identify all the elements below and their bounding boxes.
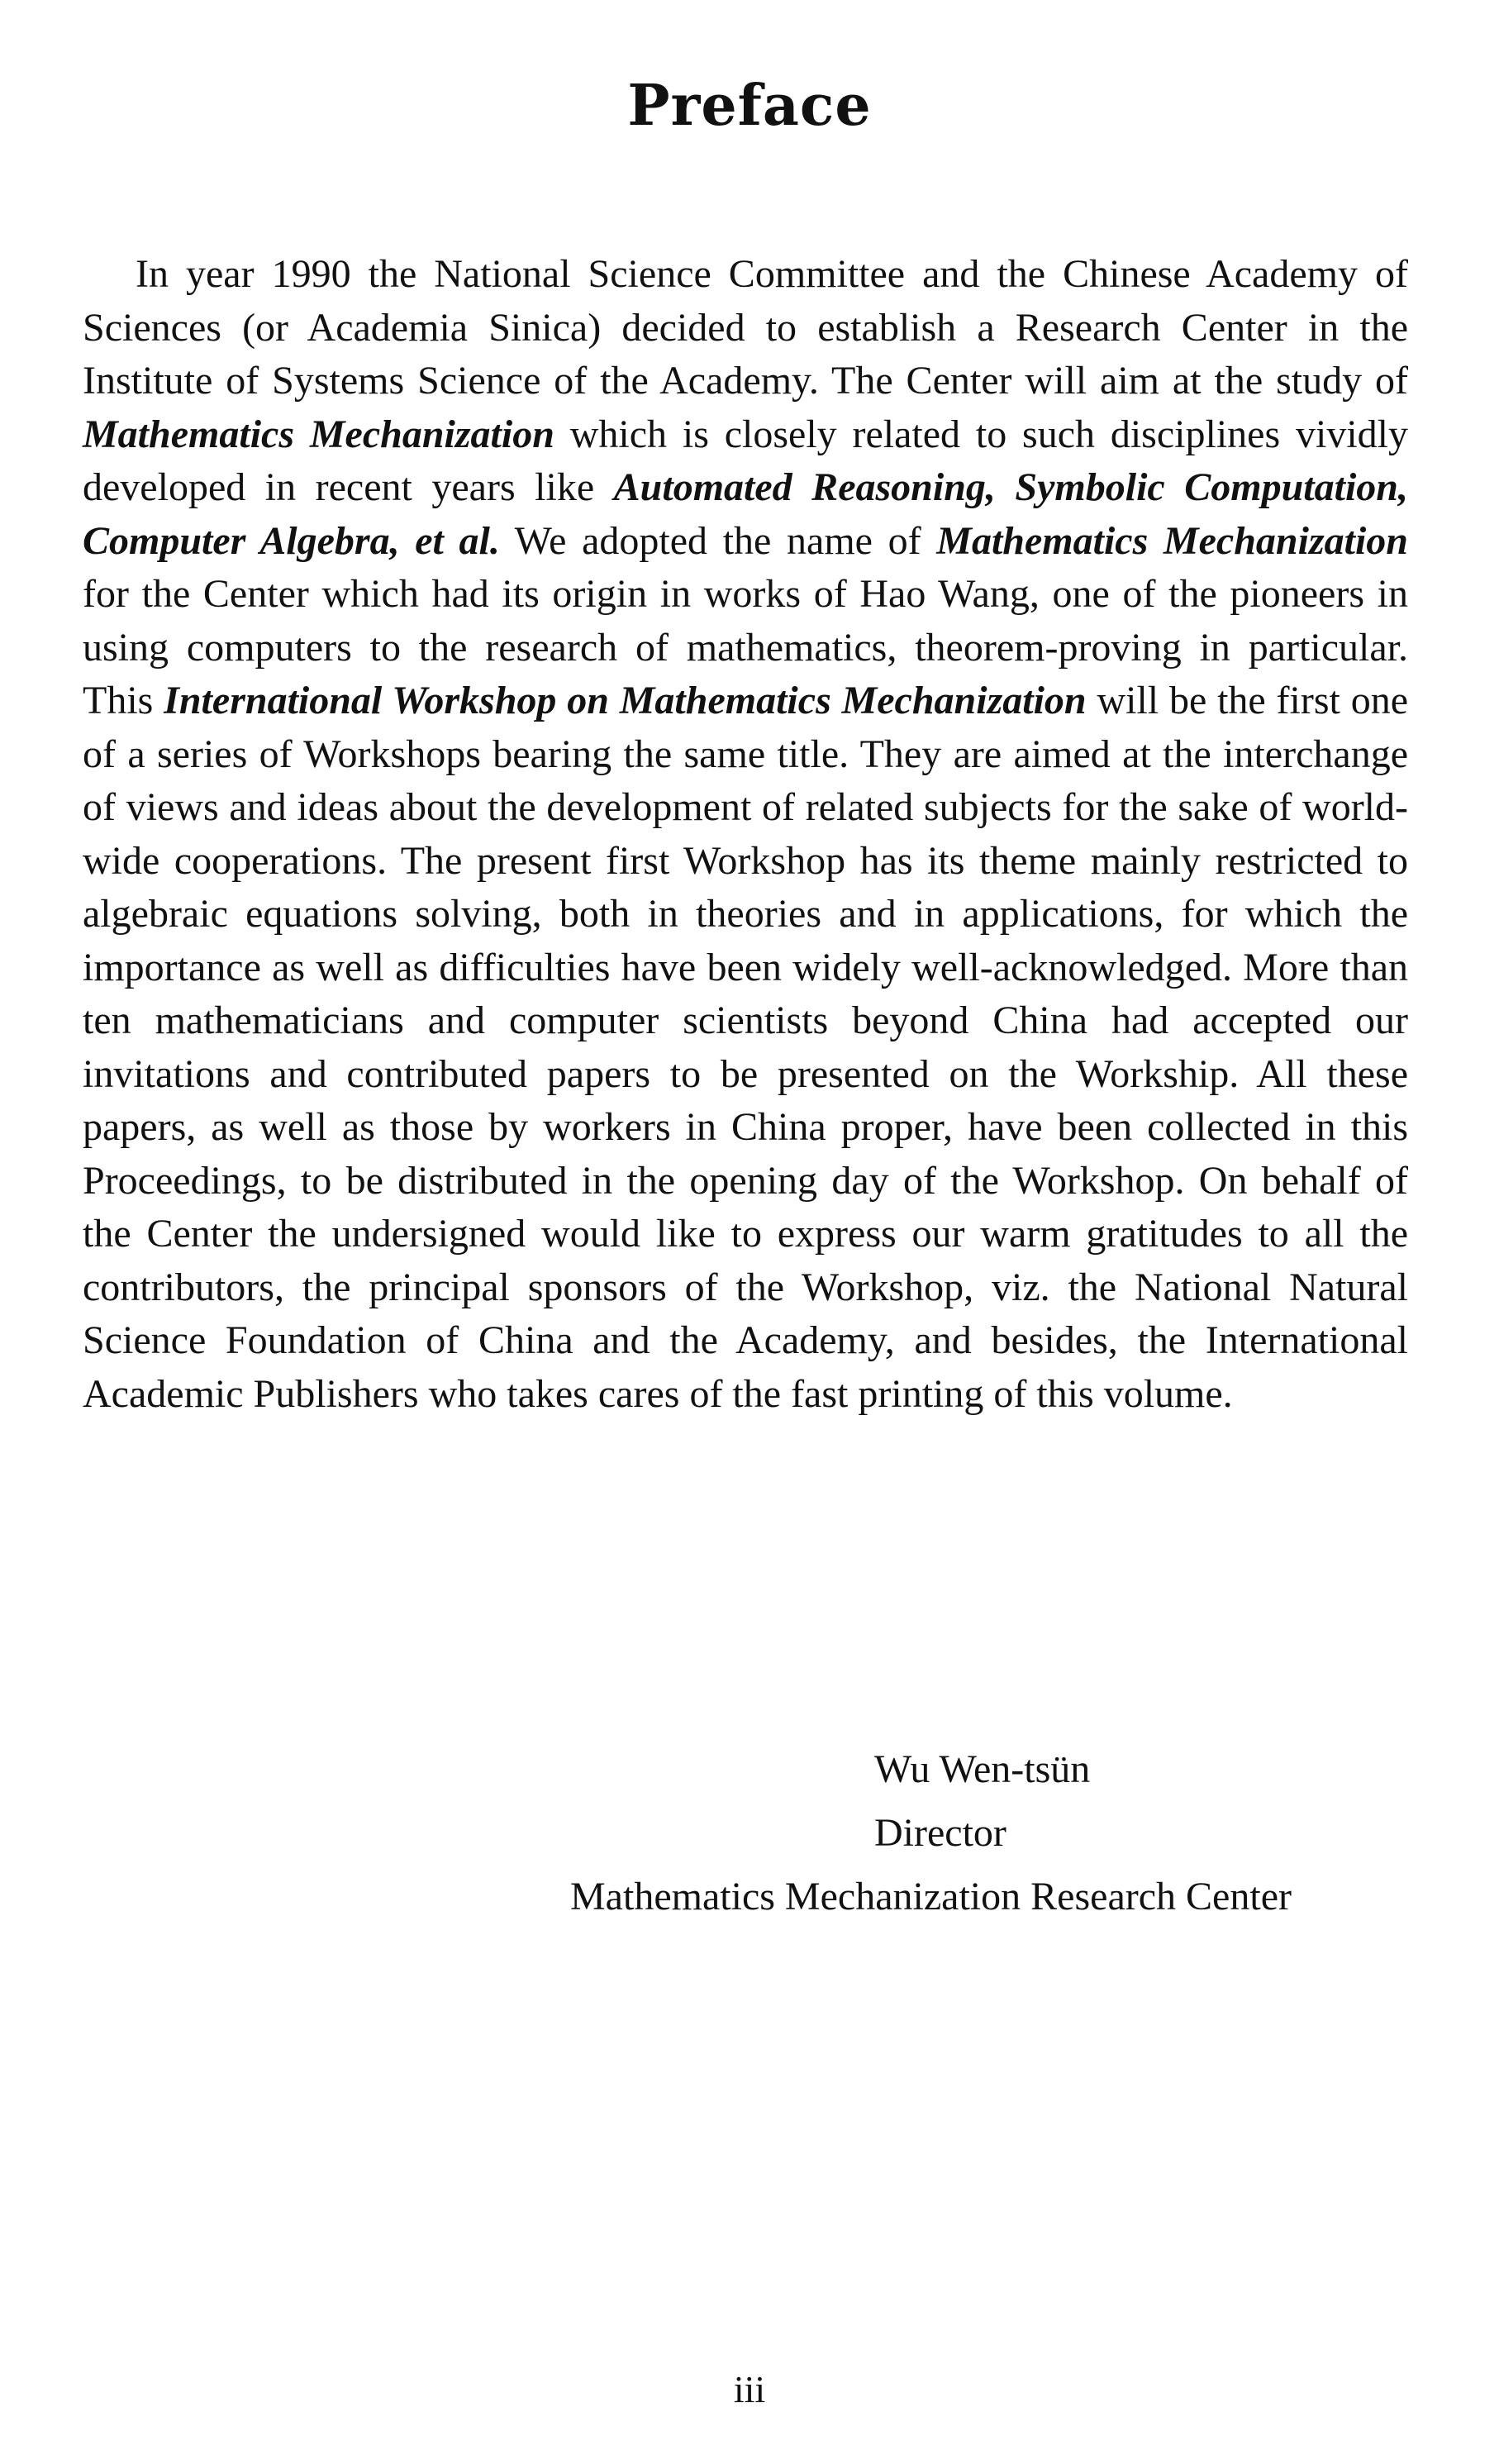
- preface-paragraph: [83, 248, 1408, 1421]
- page-number: iii: [733, 2368, 766, 2410]
- preface-emphasis-segment: Automated Reasoning, Symbolic Computation, Computer Algebra, et al.: [83, 465, 1408, 563]
- page-title: Preface: [627, 73, 872, 139]
- preface-text-segment: which is closely related to such disciplines vividly developed in recent years like: [83, 412, 1408, 509]
- preface-text-segment: for the Center which had its origin in works of Hao Wang, one of the pioneers in using computers to the research of mathematics, theorem-proving in particular. This: [83, 572, 1408, 722]
- preface-emphasis-segment: International Workshop on Mathematics Mechanization: [164, 679, 1087, 722]
- preface-text-segment: will be the first one of a series of Workshops bearing the same title. They are aimed at the interchange of views and ideas about the development of related subjects for the sake of world-wide cooperations. The present first Workshop has its theme mainly restricted to algebraic equations solving, both in theories and in applications, for which the importance as well as difficulties have been widely well-acknowledged. More than ten mathematicians and computer scientists beyond China had accepted our invitations and contributed papers to be presented on the Workship. All these papers, as well as those by workers in China proper, have been collected in this Proceedings, to be distributed in the opening day of the Workshop. On behalf of the Center the undersigned would like to express our warm gratitudes to all the contributors, the principal sponsors of the Workshop, viz. the National Natural Science Foundation of China and the Academy, and besides, the International Academic Publishers who takes cares of the fast printing of this volume.: [83, 679, 1409, 1416]
- preface-text-segment: In year 1990 the National Science Committee and the Chinese Academy of Sciences (or Academia Sinica) decided to establish a Research Center in the Institute of Systems Science of the Academy. The Center will aim at the study of: [83, 252, 1408, 403]
- signatory-name: Wu Wen-tsün: [874, 1747, 1091, 1791]
- preface-emphasis-segment: Mathematics Mechanization: [83, 412, 554, 456]
- preface-text-segment: We adopted the name of: [499, 518, 937, 563]
- signatory-organization: Mathematics Mechanization Research Center: [570, 1875, 1292, 1918]
- signatory-role: Director: [874, 1811, 1006, 1855]
- signature-block: [570, 1737, 1413, 1928]
- preface-emphasis-segment: Mathematics Mechanization: [936, 518, 1408, 563]
